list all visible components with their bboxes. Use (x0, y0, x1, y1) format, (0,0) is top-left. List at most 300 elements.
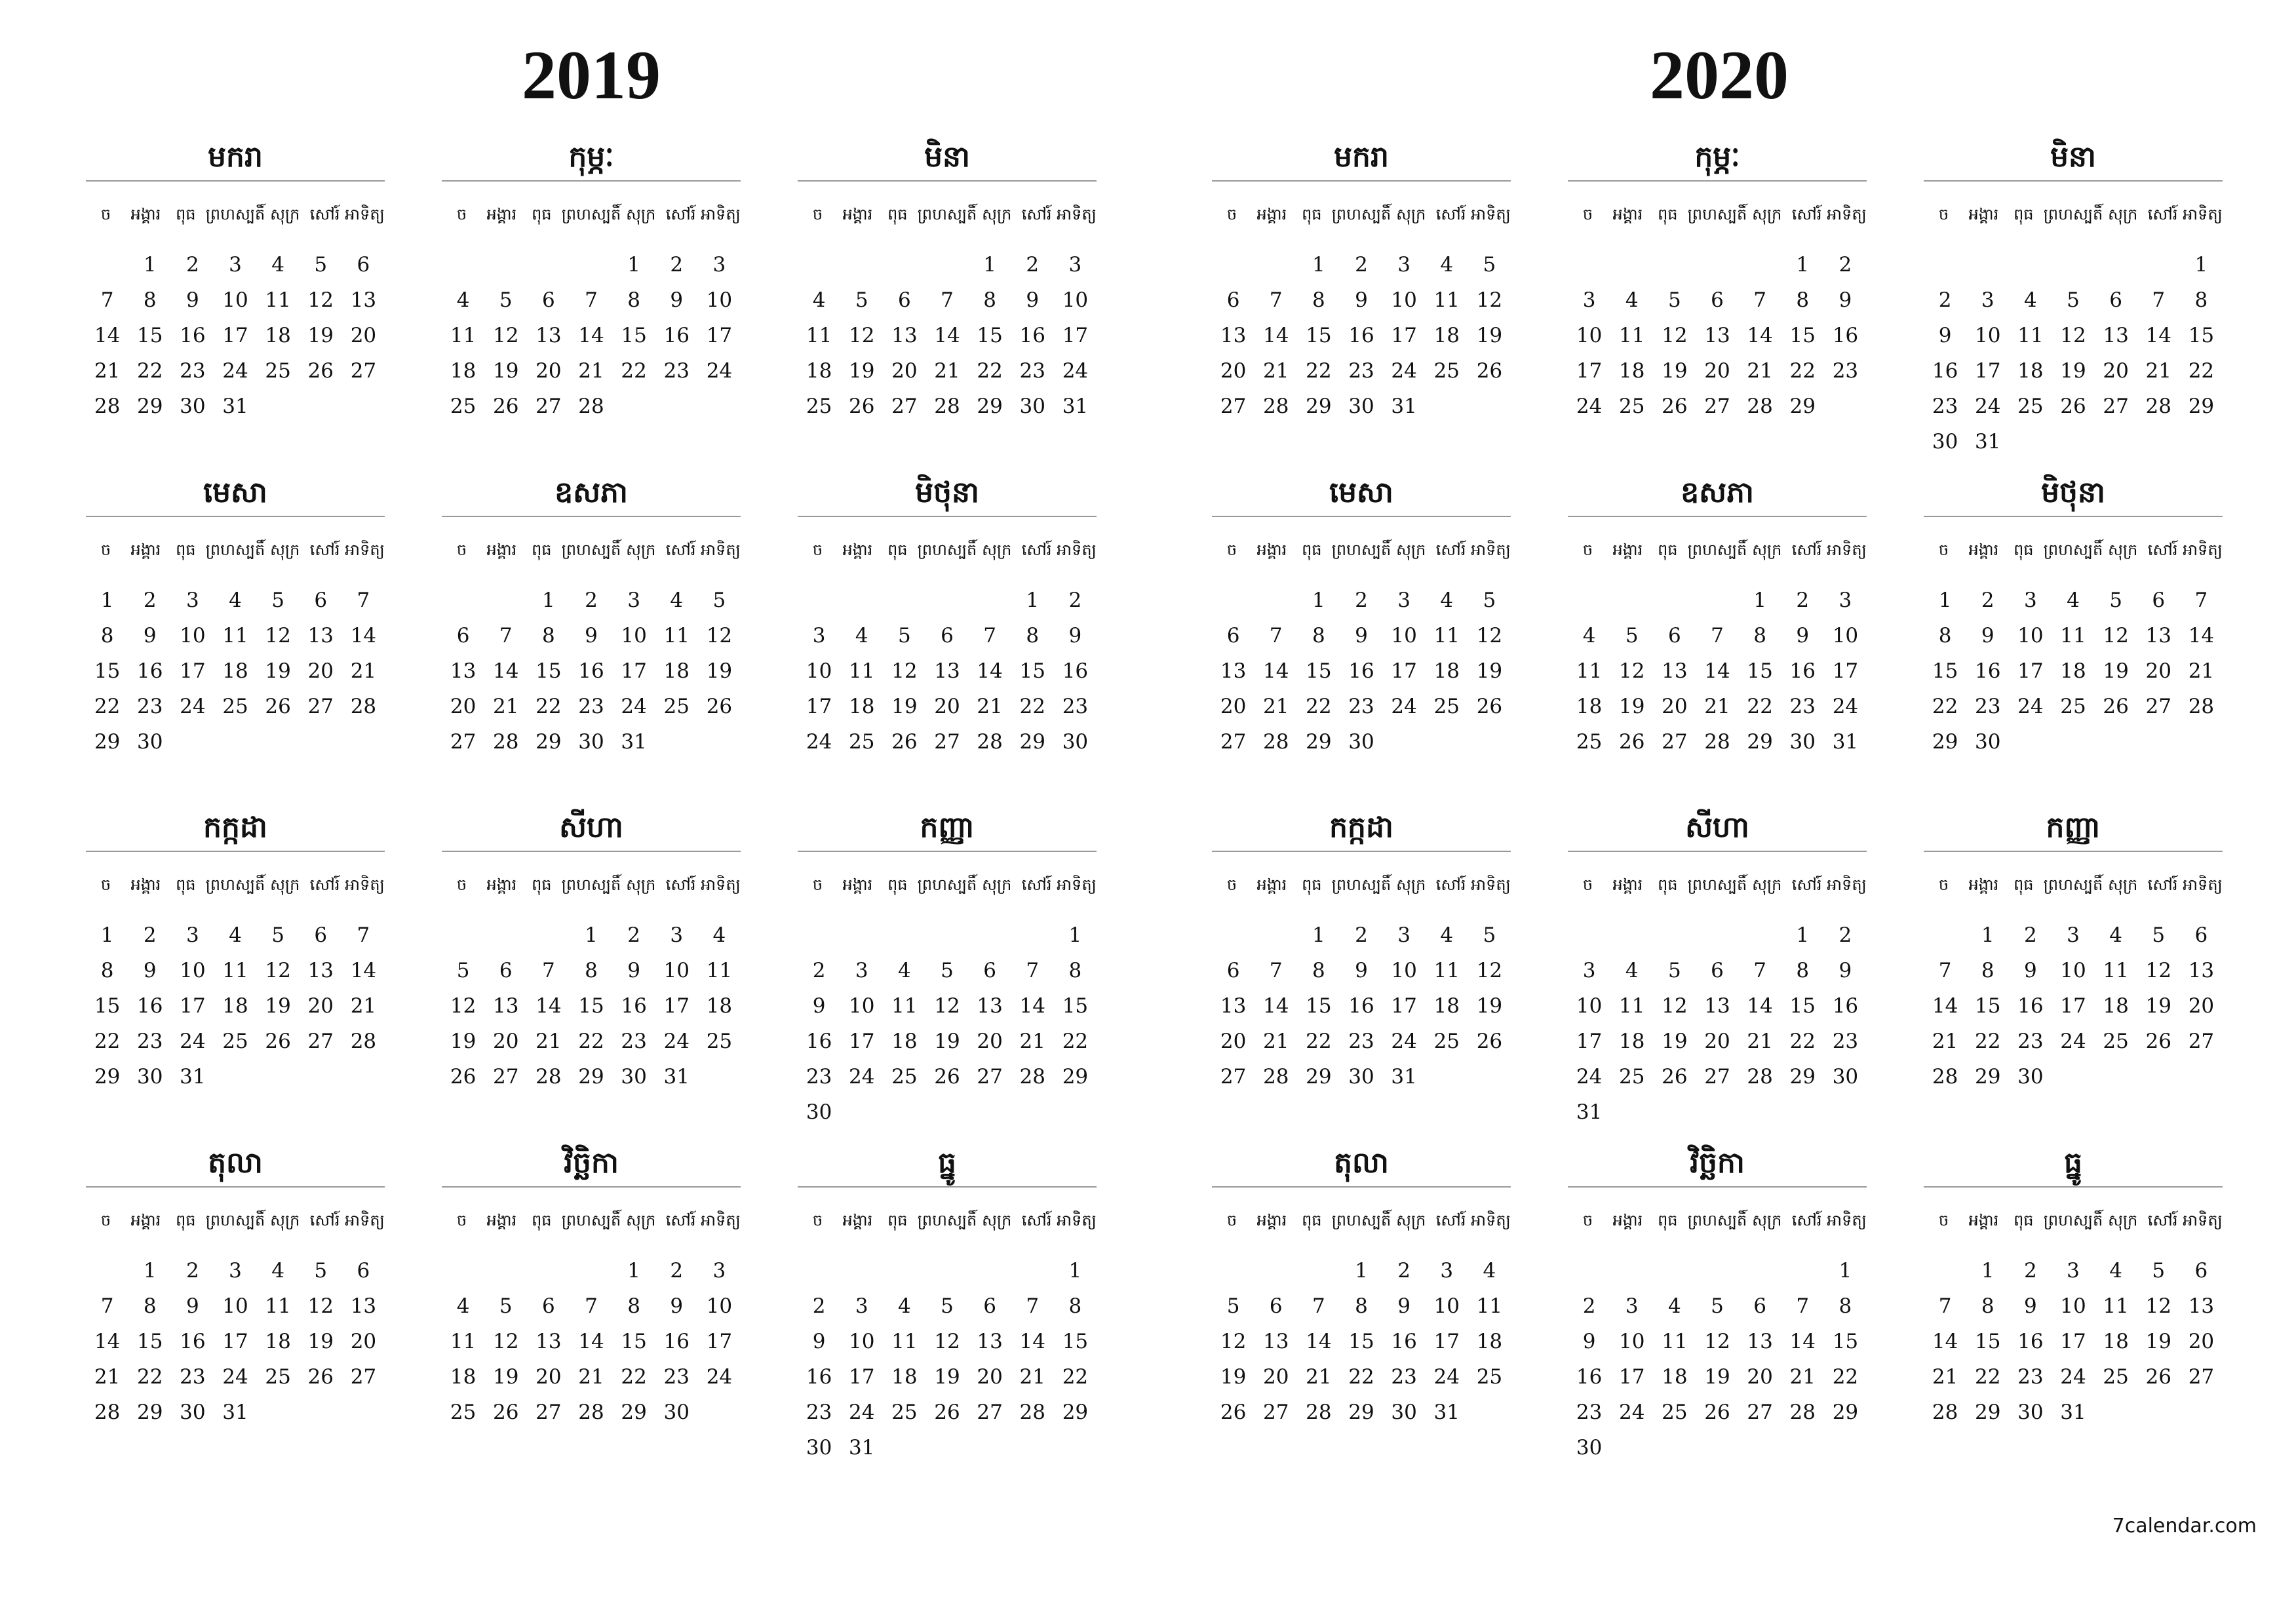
day-cell: 14 (1704, 659, 1730, 683)
day-cell: 23 (180, 359, 206, 383)
day-cell: 2 (2023, 923, 2037, 947)
day-cell: 15 (1974, 1330, 2001, 1353)
day-cell: 22 (1306, 359, 1332, 383)
day-cell: 9 (2023, 1294, 2037, 1318)
day-cell: 9 (1582, 1330, 1596, 1353)
day-cell: 27 (535, 395, 562, 418)
day-cell: 28 (977, 730, 1003, 754)
day-cell: 19 (1662, 1030, 1688, 1053)
day-cell: 28 (1704, 730, 1730, 754)
day-cell: 16 (1832, 324, 1859, 347)
day-cell: 1 (1938, 589, 1952, 612)
day-cell: 11 (848, 659, 875, 683)
day-cell: 5 (1226, 1294, 1240, 1318)
day-cell: 23 (1019, 359, 1045, 383)
day-cell: 18 (1662, 1365, 1688, 1389)
day-blank (1255, 583, 1297, 618)
day-cell: 7 (941, 288, 954, 312)
weekday-label: ច (1938, 1211, 1949, 1229)
day-blank (925, 918, 968, 953)
day-cell: 15 (94, 659, 121, 683)
day-cell: 10 (1974, 324, 2001, 347)
day-cell: 2 (627, 923, 640, 947)
day-cell: 30 (2017, 1065, 2044, 1089)
day-blank (1966, 247, 2009, 282)
day-cell: 3 (855, 1294, 868, 1318)
weekday-label: ព្រហស្បតិ៍ (561, 876, 621, 894)
day-cell: 24 (2060, 1030, 2086, 1053)
day-cell: 9 (1981, 624, 1994, 648)
day-cell: 22 (1789, 359, 1816, 383)
day-blank (798, 247, 840, 282)
day-cell: 12 (1476, 288, 1503, 312)
day-cell: 28 (934, 395, 960, 418)
day-cell: 15 (578, 994, 604, 1018)
day-cell: 10 (621, 624, 647, 648)
day-cell: 1 (143, 253, 157, 277)
day-cell: 24 (222, 359, 248, 383)
weekday-label: អាទិត្យ (1471, 876, 1511, 894)
weekday-label: អង្គារ (130, 205, 161, 223)
month-2019-11 (442, 1140, 741, 1430)
day-cell: 22 (1062, 1030, 1089, 1053)
day-cell: 26 (848, 395, 875, 418)
month-2020-11 (1568, 1140, 1867, 1465)
day-cell: 27 (1220, 730, 1247, 754)
day-cell: 2 (1839, 923, 1852, 947)
weekday-header (442, 517, 741, 583)
weekday-label: ច (1582, 1211, 1593, 1229)
day-cell: 1 (541, 589, 555, 612)
weekday-label: ច (1582, 205, 1593, 223)
day-cell: 14 (1019, 994, 1045, 1018)
day-cell: 11 (1576, 659, 1603, 683)
day-grid (86, 583, 385, 760)
day-cell: 1 (100, 923, 114, 947)
weekday-label: ព្រហស្បតិ៍ (1687, 541, 1747, 559)
weekday-header (86, 852, 385, 918)
day-cell: 31 (222, 1401, 248, 1424)
day-cell: 10 (180, 624, 206, 648)
day-grid (798, 247, 1097, 424)
month-2019-2 (442, 134, 741, 424)
month-name: សីហា (1568, 805, 1867, 852)
day-cell: 22 (1974, 1030, 2001, 1053)
weekday-header (1924, 1188, 2223, 1253)
day-grid (1568, 583, 1867, 760)
day-cell: 19 (492, 359, 519, 383)
day-cell: 4 (1625, 288, 1639, 312)
day-cell: 11 (706, 959, 733, 982)
day-cell: 28 (1262, 730, 1289, 754)
day-cell: 18 (222, 994, 248, 1018)
day-cell: 27 (977, 1401, 1003, 1424)
day-cell: 16 (180, 324, 206, 347)
day-cell: 23 (1348, 1030, 1374, 1053)
day-cell: 26 (492, 395, 519, 418)
day-cell: 30 (2017, 1401, 2044, 1424)
day-cell: 16 (1932, 359, 1958, 383)
day-cell: 25 (848, 730, 875, 754)
weekday-header (1212, 1188, 1511, 1253)
month-2020-3 (1924, 134, 2223, 459)
day-cell: 26 (2145, 1030, 2171, 1053)
weekday-label: សៅរ៍ (1021, 205, 1052, 223)
day-cell: 8 (627, 288, 640, 312)
day-cell: 21 (578, 1365, 604, 1389)
day-cell: 29 (1789, 395, 1816, 418)
day-cell: 3 (1582, 959, 1596, 982)
day-cell: 23 (663, 1365, 690, 1389)
weekday-label: អាទិត្យ (2183, 1211, 2223, 1229)
day-cell: 2 (670, 253, 684, 277)
day-blank (1696, 247, 1738, 282)
day-cell: 27 (450, 730, 477, 754)
day-cell: 12 (2145, 959, 2171, 982)
day-cell: 1 (1796, 253, 1810, 277)
day-cell: 23 (1576, 1401, 1603, 1424)
day-cell: 31 (663, 1065, 690, 1089)
day-cell: 7 (1312, 1294, 1325, 1318)
day-cell: 17 (1576, 359, 1603, 383)
day-cell: 12 (1476, 624, 1503, 648)
day-cell: 21 (977, 695, 1003, 718)
day-cell: 18 (2017, 359, 2044, 383)
month-2019-10 (86, 1140, 385, 1430)
day-cell: 26 (2103, 695, 2129, 718)
day-cell: 17 (180, 994, 206, 1018)
day-cell: 14 (1306, 1330, 1332, 1353)
weekday-header (1924, 852, 2223, 918)
day-cell: 14 (578, 324, 604, 347)
day-cell: 8 (100, 624, 114, 648)
day-cell: 10 (663, 959, 690, 982)
day-grid (1212, 583, 1511, 760)
day-cell: 31 (1391, 395, 1417, 418)
day-cell: 29 (1932, 730, 1958, 754)
day-cell: 9 (670, 288, 684, 312)
day-cell: 24 (1832, 695, 1859, 718)
day-grid (86, 247, 385, 424)
weekday-label: អង្គារ (842, 876, 873, 894)
day-cell: 26 (934, 1401, 960, 1424)
day-cell: 26 (265, 695, 291, 718)
day-cell: 12 (265, 959, 291, 982)
day-cell: 27 (492, 1065, 519, 1089)
day-cell: 5 (1625, 624, 1639, 648)
day-cell: 2 (143, 589, 157, 612)
day-cell: 14 (1932, 1330, 1958, 1353)
day-cell: 5 (1711, 1294, 1724, 1318)
day-cell: 24 (848, 1401, 875, 1424)
day-cell: 5 (855, 288, 868, 312)
day-cell: 13 (1220, 324, 1247, 347)
day-cell: 6 (897, 288, 911, 312)
day-cell: 11 (2103, 1294, 2129, 1318)
month-2020-1 (1212, 134, 1511, 424)
day-cell: 9 (627, 959, 640, 982)
day-cell: 20 (1262, 1365, 1289, 1389)
day-cell: 9 (812, 1330, 826, 1353)
day-cell: 7 (499, 624, 513, 648)
day-cell: 26 (1476, 1030, 1503, 1053)
year-title-2020: 2020 (1650, 37, 1789, 113)
weekday-label: អង្គារ (1256, 205, 1287, 223)
day-blank (1568, 1253, 1610, 1288)
day-cell: 9 (1938, 324, 1952, 347)
day-cell: 20 (977, 1365, 1003, 1389)
day-cell: 8 (1068, 1294, 1082, 1318)
day-cell: 25 (222, 695, 248, 718)
weekday-label: សុក្រ (270, 541, 300, 559)
day-cell: 19 (1662, 359, 1688, 383)
day-cell: 15 (1832, 1330, 1859, 1353)
weekday-header (442, 1188, 741, 1253)
day-cell: 4 (1483, 1259, 1496, 1283)
day-cell: 11 (1433, 288, 1460, 312)
weekday-label: សុក្រ (270, 1211, 300, 1229)
day-cell: 9 (812, 994, 826, 1018)
month-name: ធ្នូ (1924, 1140, 2223, 1188)
day-cell: 19 (891, 695, 918, 718)
month-2020-8 (1568, 805, 1867, 1130)
day-cell: 13 (1220, 659, 1247, 683)
day-blank (484, 247, 527, 282)
day-cell: 23 (136, 1030, 163, 1053)
weekday-label: អាទិត្យ (1057, 205, 1097, 223)
day-cell: 4 (229, 923, 242, 947)
day-cell: 30 (1348, 395, 1374, 418)
day-cell: 11 (1433, 959, 1460, 982)
day-cell: 7 (1269, 288, 1283, 312)
day-cell: 1 (1312, 589, 1325, 612)
day-cell: 12 (2145, 1294, 2171, 1318)
day-cell: 8 (541, 624, 555, 648)
day-blank (883, 1253, 925, 1288)
day-cell: 3 (1625, 1294, 1639, 1318)
day-cell: 19 (848, 359, 875, 383)
weekday-label: អង្គារ (1256, 1211, 1287, 1229)
day-cell: 28 (1262, 395, 1289, 418)
day-cell: 25 (706, 1030, 733, 1053)
day-blank (1011, 918, 1054, 953)
day-cell: 22 (1932, 695, 1958, 718)
day-cell: 3 (670, 923, 684, 947)
weekday-label: អង្គារ (130, 1211, 161, 1229)
day-cell: 13 (977, 1330, 1003, 1353)
month-name: សីហា (442, 805, 741, 852)
day-cell: 22 (977, 359, 1003, 383)
day-grid (442, 918, 741, 1094)
weekday-label: ពុធ (887, 876, 908, 894)
day-cell: 18 (265, 1330, 291, 1353)
weekday-label: ព្រហស្បតិ៍ (1331, 1211, 1391, 1229)
day-cell: 2 (185, 1259, 199, 1283)
day-grid (1924, 1253, 2223, 1430)
month-name: មិនា (1924, 134, 2223, 182)
day-blank (1568, 918, 1610, 953)
day-grid (442, 247, 741, 424)
day-cell: 28 (1019, 1401, 1045, 1424)
weekday-label: ច (456, 876, 467, 894)
weekday-label: អាទិត្យ (2183, 876, 2223, 894)
day-cell: 10 (222, 1294, 248, 1318)
day-grid (1568, 1253, 1867, 1465)
day-cell: 13 (450, 659, 477, 683)
month-2019-6 (798, 470, 1097, 760)
weekday-label: អង្គារ (1612, 205, 1643, 223)
weekday-label: ពុធ (887, 205, 908, 223)
day-cell: 26 (891, 730, 918, 754)
weekday-header (1568, 852, 1867, 918)
day-cell: 21 (2145, 359, 2171, 383)
day-blank (925, 1253, 968, 1288)
day-cell: 25 (1433, 1030, 1460, 1053)
day-cell: 17 (1391, 659, 1417, 683)
day-cell: 26 (1220, 1401, 1247, 1424)
day-cell: 7 (541, 959, 555, 982)
weekday-label: សៅរ៍ (665, 205, 696, 223)
day-cell: 18 (2103, 994, 2129, 1018)
month-name: កញ្ញា (1924, 805, 2223, 852)
month-name: ឧសភា (442, 470, 741, 517)
day-cell: 7 (1026, 1294, 1040, 1318)
day-cell: 8 (1796, 959, 1810, 982)
day-cell: 6 (1711, 959, 1724, 982)
day-cell: 28 (350, 1030, 377, 1053)
day-cell: 2 (185, 253, 199, 277)
day-blank (484, 918, 527, 953)
day-cell: 26 (307, 1365, 334, 1389)
day-cell: 23 (1974, 695, 2001, 718)
day-cell: 11 (1662, 1330, 1688, 1353)
day-cell: 30 (1348, 1065, 1374, 1089)
weekday-label: សុក្រ (1396, 876, 1426, 894)
day-cell: 17 (621, 659, 647, 683)
day-cell: 16 (1062, 659, 1089, 683)
day-cell: 7 (357, 589, 370, 612)
day-cell: 17 (848, 1030, 875, 1053)
weekday-label: សៅរ៍ (1435, 205, 1466, 223)
day-cell: 7 (1938, 959, 1952, 982)
day-blank (1212, 1253, 1255, 1288)
day-cell: 13 (1662, 659, 1688, 683)
day-cell: 18 (1618, 1030, 1645, 1053)
day-cell: 26 (450, 1065, 477, 1089)
day-cell: 2 (1068, 589, 1082, 612)
weekday-label: ច (456, 1211, 467, 1229)
day-blank (1212, 247, 1255, 282)
weekday-label: សៅរ៍ (309, 1211, 340, 1229)
month-name: កក្កដា (86, 805, 385, 852)
day-cell: 11 (450, 324, 477, 347)
month-2020-12 (1924, 1140, 2223, 1430)
day-cell: 25 (2103, 1030, 2129, 1053)
day-blank (1011, 1253, 1054, 1288)
day-blank (840, 247, 883, 282)
day-cell: 29 (136, 395, 163, 418)
weekday-header (1212, 852, 1511, 918)
day-cell: 11 (2060, 624, 2086, 648)
day-cell: 16 (1974, 659, 2001, 683)
day-cell: 6 (357, 253, 370, 277)
day-cell: 9 (1397, 1294, 1411, 1318)
weekday-header (1212, 182, 1511, 247)
day-cell: 13 (1747, 1330, 1773, 1353)
day-cell: 13 (535, 324, 562, 347)
weekday-label: សុក្រ (982, 205, 1012, 223)
day-cell: 4 (670, 589, 684, 612)
day-cell: 6 (314, 589, 328, 612)
weekday-label: សៅរ៍ (309, 876, 340, 894)
weekday-label: ច (100, 205, 111, 223)
day-cell: 14 (492, 659, 519, 683)
day-cell: 27 (1220, 1065, 1247, 1089)
month-2019-7 (86, 805, 385, 1094)
day-cell: 17 (1618, 1365, 1645, 1389)
day-cell: 23 (663, 359, 690, 383)
day-cell: 14 (1747, 994, 1773, 1018)
day-cell: 3 (1440, 1259, 1454, 1283)
day-cell: 30 (1348, 730, 1374, 754)
weekday-label: អាទិត្យ (701, 541, 741, 559)
day-blank (1653, 247, 1696, 282)
weekday-label: ពុធ (532, 1211, 552, 1229)
footer-site-link[interactable]: 7calendar.com (2112, 1515, 2257, 1537)
day-cell: 14 (350, 624, 377, 648)
month-name: កុម្ភៈ (442, 134, 741, 182)
day-cell: 2 (812, 1294, 826, 1318)
day-blank (1781, 1253, 1824, 1288)
day-cell: 5 (941, 1294, 954, 1318)
day-cell: 25 (265, 359, 291, 383)
day-grid (798, 583, 1097, 760)
day-cell: 18 (2103, 1330, 2129, 1353)
day-cell: 15 (977, 324, 1003, 347)
day-cell: 27 (2103, 395, 2129, 418)
day-cell: 31 (222, 395, 248, 418)
day-cell: 15 (1789, 994, 1816, 1018)
day-cell: 12 (706, 624, 733, 648)
day-cell: 19 (307, 324, 334, 347)
day-cell: 15 (1306, 324, 1332, 347)
day-cell: 29 (621, 1401, 647, 1424)
day-blank (484, 583, 527, 618)
day-cell: 22 (1062, 1365, 1089, 1389)
day-blank (527, 918, 570, 953)
weekday-label: សុក្រ (1752, 205, 1782, 223)
weekday-label: ពុធ (887, 1211, 908, 1229)
day-cell: 11 (663, 624, 690, 648)
day-cell: 6 (456, 624, 470, 648)
weekday-label: ព្រហស្បតិ៍ (917, 876, 977, 894)
day-cell: 1 (1839, 1259, 1852, 1283)
day-cell: 28 (1262, 1065, 1289, 1089)
day-grid (1212, 1253, 1511, 1430)
day-cell: 28 (535, 1065, 562, 1089)
day-cell: 17 (222, 1330, 248, 1353)
day-cell: 23 (1789, 695, 1816, 718)
weekday-header (1212, 517, 1511, 583)
day-cell: 11 (1618, 324, 1645, 347)
day-cell: 13 (934, 659, 960, 683)
day-cell: 19 (2145, 1330, 2171, 1353)
weekday-label: អង្គារ (842, 205, 873, 223)
day-cell: 3 (2067, 923, 2080, 947)
day-cell: 7 (1026, 959, 1040, 982)
day-cell: 23 (1391, 1365, 1417, 1389)
day-cell: 10 (1391, 624, 1417, 648)
